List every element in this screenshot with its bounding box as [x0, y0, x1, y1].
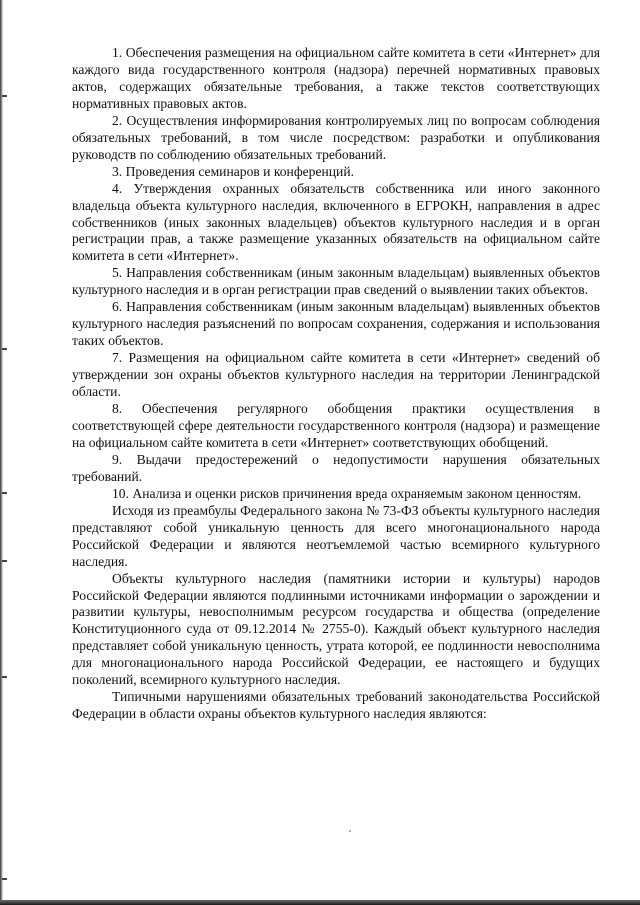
paragraph-6: 6. Направления собственникам (иным законным владельцам) выявленных объектов культурного наследия разъяснений по вопросам сохранения, содержания и использования таких объектов.: [72, 299, 600, 349]
paragraph-7: 7. Размещения на официальном сайте комитета в сети «Интернет» сведений об утверждении зон охраны объектов культурного наследия на территории Ленинградской области.: [72, 350, 600, 400]
scan-edge-mark: [2, 348, 7, 350]
paragraph-preamble: Исходя из преамбулы Федерального закона № 73-ФЗ объекты культурного наследия представляют собой уникальную ценность для всего многонационального народа Российской Федерации и являются неотъемлемой частью всемирного культурного наследия.: [72, 502, 600, 569]
scan-bottom-edge: [0, 900, 640, 905]
paragraph-heritage-objects: Объекты культурного наследия (памятники истории и культуры) народов Российской Федерации являются подлинными источниками информации о зарождении и развитии культуры, невосполнимым ресурсом государства и общества (определение Конституционного суда от 09.12.2014 № 2755-0). Каждый объект культурного наследия представляет собой уникальную ценность, утрата которой, ее подлинности невосполнима для многонационального народа Российской Федерации, ее настоящего и будущих поколений, всемирного культурного наследия.: [72, 570, 600, 688]
scan-edge-mark: [2, 560, 7, 562]
paragraph-10: 10. Анализа и оценки рисков причинения вреда охраняемым законом ценностям.: [112, 485, 582, 501]
scan-edge-mark: [2, 95, 7, 97]
scan-edge-mark: [2, 492, 7, 494]
paragraph-3: 3. Проведения семинаров и конференций.: [112, 163, 355, 179]
scan-left-edge: [0, 0, 3, 905]
scan-edge-mark: [2, 878, 7, 880]
paragraph-2: 2. Осуществления информирования контролируемых лиц по вопросам соблюдения обязательных требований, в том числе посредством: разработки и опубликования руководств по соблюдению обязательных требований.: [72, 112, 600, 162]
document-body: [72, 45, 600, 723]
paragraph-1: 1. Обеспечения размещения на официальном сайте комитета в сети «Интернет» для каждого вида государственного контроля (надзора) перечней нормативных правовых актов, содержащих обязательные требования, а также текстов соответствующих нормативных правовых актов.: [72, 45, 600, 111]
scan-speck: [349, 830, 351, 832]
paragraph-5: 5. Направления собственникам (иным законным владельцам) выявленных объектов культурного наследия и в орган регистрации прав сведений о выявлении таких объектов.: [72, 265, 600, 298]
scan-edge-mark: [2, 676, 7, 678]
paragraph-typical-violations: Типичными нарушениями обязательных требований законодательства Российской Федерации в области охраны объектов культурного наследия являются:: [72, 689, 600, 722]
paragraph-9: 9. Выдачи предостережений о недопустимости нарушения обязательных требований.: [72, 451, 600, 484]
paragraph-4: 4. Утверждения охранных обязательств собственника или иного законного владельца объекта культурного наследия, включенного в ЕГРОКН, направления в адрес собственников (иных законных владельцев) объектов культурного наследия и в орган регистрации прав, а также размещение указанных обязательств на официальном сайте комитета в сети «Интернет».: [72, 180, 600, 264]
paragraph-8: 8. Обеспечения регулярного обобщения практики осуществления в соответствующей сфере деятельности государственного контроля (надзора) и размещение на официальном сайте комитета в сети «Интернет» соответствующих обобщений.: [72, 401, 600, 450]
